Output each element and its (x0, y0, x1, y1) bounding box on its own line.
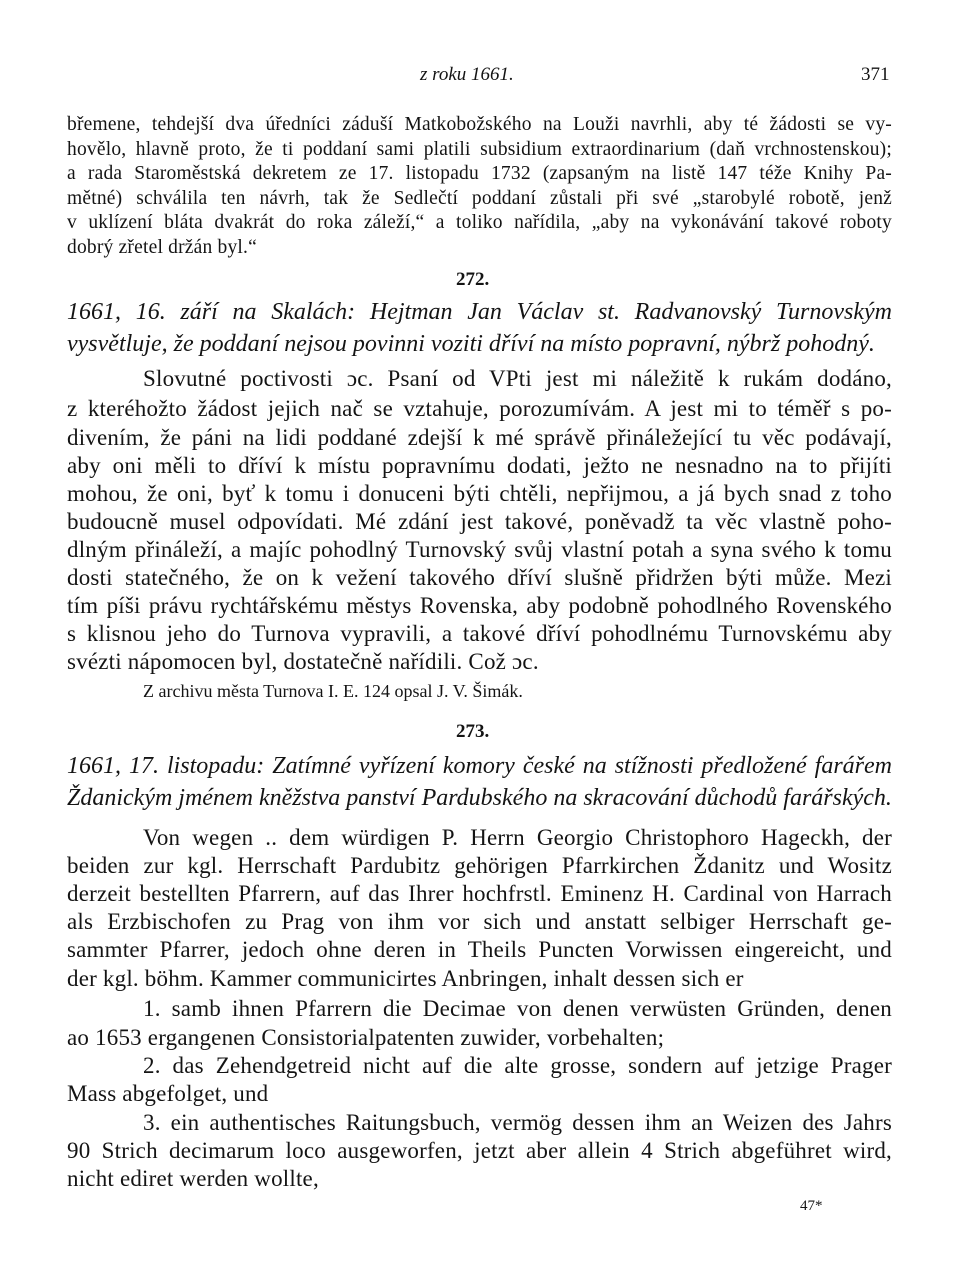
body-line: derzeit bestellten Pfarrern, auf das Ihrer hochfrstl. Eminenz H. Cardinal von Harrach (67, 881, 892, 906)
body-line: sammter Pfarrer, jedoch ohne deren in Theils Puncten Vorwissen eingereicht, und (67, 937, 892, 962)
text-line: mětné) schválila ten návrh, tak že Sedlečtí poddaní zůstali při své „starobylé robotě, jenž (67, 188, 892, 209)
source-note: Z archivu města Turnova I. E. 124 opsal J. V. Šimák. (143, 681, 523, 701)
body-line: svézti nápomocen byl, dostatečně nařídili. Což ɔc. (67, 649, 539, 674)
running-header-title: z roku 1661. (420, 64, 514, 85)
document-heading-line: 1661, 16. září na Skalách: Hejtman Jan Václav st. Radvanovský Turnovským (67, 299, 892, 325)
body-line: dosti statečného, že on k vežení takového dříví slušně přidržen býti může. Mezi (67, 565, 892, 590)
body-line: der kgl. böhm. Kammer communicirtes Anbringen, inhalt dessen sich er (67, 966, 744, 991)
sheet-signature: 47* (800, 1198, 823, 1214)
text-line: a rada Staroměstská dekretem ze 17. listopadu 1732 (zapsaným na listě 147 téže Knihy Pa- (67, 163, 892, 184)
document-heading-line: Ždanickým jménem kněžstva panství Pardubského na skracování důchodů farářských. (67, 785, 892, 811)
body-line: als Erzbischofen zu Prag von ihm vor sich und anstatt selbiger Herrschaft ge- (67, 909, 892, 934)
list-item: 2. das Zehendgetreid nicht auf die alte grosse, sondern auf jetzige Prager (143, 1053, 892, 1078)
list-item: 1. samb ihnen Pfarrern die Decimae von denen verwüsten Gründen, denen (143, 996, 892, 1021)
list-item-continuation: 90 Strich decimarum loco ausgeworfen, jetzt aber allein 4 Strich abgeführet wird, (67, 1138, 892, 1163)
document-number: 272. (456, 269, 490, 290)
list-item-continuation: Mass abgefolget, und (67, 1081, 269, 1106)
body-line: divením, že páni na lidi poddané zdejší k mé správě přináležející tu věc podávají, (67, 425, 892, 450)
body-line: Slovutné poctivosti ɔc. Psaní od VPti jest mi náležitě k rukám dodáno, (143, 366, 892, 391)
body-line: tím píši právu rychtářskému městys Rovenska, aby podobně pohodlného Rovenského (67, 593, 892, 618)
body-line: budoucně musel odpovídati. Mé zdání jest takové, poněvadž ta věc vlastně poho- (67, 509, 892, 534)
body-line: beiden zur kgl. Herrschaft Pardubitz gehörigen Pfarrkirchen Ždanitz und Wositz (67, 853, 892, 878)
body-line: aby oni měli to dříví k místu popravnímu dodati, ježto ne nesnadno na to přijíti (67, 453, 892, 478)
list-item-continuation: ao 1653 ergangenen Consistorialpatenten zuwider, vorbehalten; (67, 1025, 665, 1050)
body-line: Von wegen .. dem würdigen P. Herrn Georgio Christophoro Hageckh, der (143, 825, 892, 850)
list-item: 3. ein authentisches Raitungsbuch, vermög dessen ihm an Weizen des Jahrs (143, 1110, 892, 1135)
list-item-continuation: nicht ediret werden wollte, (67, 1166, 319, 1191)
body-line: s klisnou jeho do Turnova vypravili, a takové dříví pohodlnému Turnovskému aby (67, 621, 892, 646)
text-line: břemene, tehdejší dva úředníci záduší Matkobožského na Louži navrhli, aby té žádosti se vy- (67, 114, 892, 135)
text-line: dobrý zřetel držán byl.“ (67, 237, 257, 258)
document-heading-line: vysvětluje, že poddaní nejsou povinni voziti dříví na místo popravní, nýbrž pohodný. (67, 331, 875, 357)
page-number: 371 (861, 64, 890, 85)
text-line: hovělo, hlavně proto, že ti poddaní sami platili subsidium extraordinarium (daň vrchnostenskou); (67, 139, 892, 160)
body-line: mohou, že oni, byť k tomu i donuceni býti chtěli, nepřijmou, a já bych snad z toho (67, 481, 892, 506)
body-line: dlným přináleží, a majíc pohodlný Turnovský svůj vlastní potah a syna svého k tomu (67, 537, 892, 562)
text-line: v uklízení bláta dvakrát do roka záleží,“ a toliko nařídila, „aby na vykonávání takové roboty (67, 212, 892, 233)
body-line: z kteréhožto žádost jejich nač se vztahuje, porozumívám. A jest mi to téměř s po- (67, 396, 892, 421)
document-heading-line: 1661, 17. listopadu: Zatímné vyřízení komory české na stížnosti předložené farářem (67, 753, 892, 779)
document-number: 273. (456, 721, 490, 742)
